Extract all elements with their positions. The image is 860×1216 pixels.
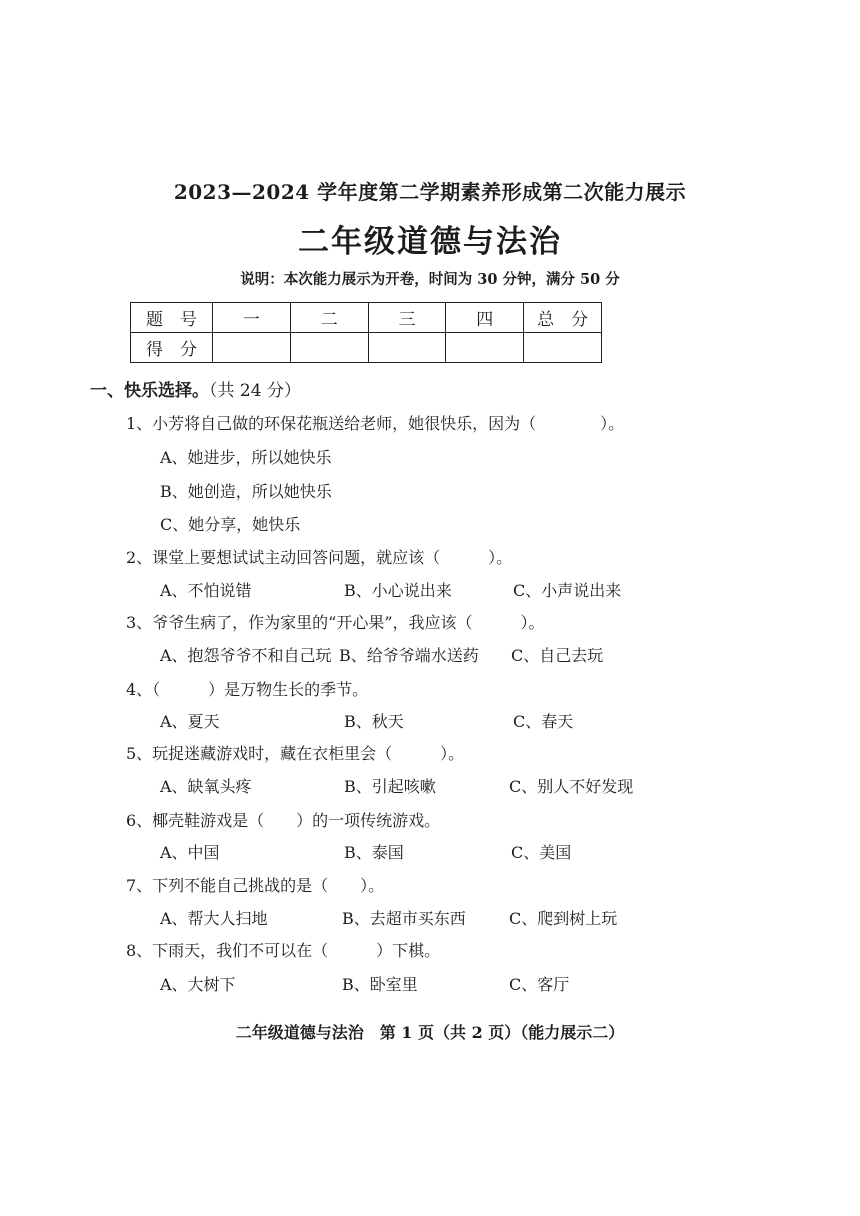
question-4-option-c: C、春天 [513,712,574,731]
question-7: 7、下列不能自己挑战的是（ ）。 [126,876,385,895]
exam-subject-title: 二年级道德与法治 [298,224,562,260]
question-2-option-a: A、不怕说错 [160,581,252,600]
page-footer: 二年级道德与法治 第 1 页（共 2 页）（能力展示二） [235,1023,625,1042]
exam-heading: 2023—2024 学年度第二学期素养形成第二次能力展示 [173,180,687,204]
question-8-option-a: A、大树下 [160,975,236,994]
column-header-3: 三 [368,303,446,333]
question-6-option-a: A、中国 [160,843,220,862]
question-2-option-b: B、小心说出来 [344,581,452,600]
section-1-title: 一、快乐选择。 [90,381,209,401]
question-7-option-b: B、去超市买东西 [342,909,466,928]
section-1-heading [90,376,301,401]
score-cell-4 [446,333,524,363]
score-table [130,302,602,363]
column-header-total: 总 分 [524,303,602,333]
question-4: 4、（ ）是万物生长的季节。 [126,680,369,699]
column-header-1: 一 [213,303,291,333]
question-2: 2、课堂上要想试试主动回答问题，就应该（ ）。 [126,548,513,567]
question-1-option-a: A、她进步，所以她快乐 [160,448,332,467]
score-cell-1 [213,333,291,363]
question-8: 8、下雨天，我们不可以在（ ）下棋。 [126,941,441,960]
question-5: 5、玩捉迷藏游戏时，藏在衣柜里会（ ）。 [126,744,465,763]
question-6-option-c: C、美国 [511,843,572,862]
question-7-option-a: A、帮大人扫地 [160,909,268,928]
question-3: 3、爷爷生病了，作为家里的“开心果”，我应该（ ）。 [126,613,545,632]
score-table-header-row [131,303,602,333]
question-1: 1、小芳将自己做的环保花瓶送给老师，她很快乐，因为（ ）。 [126,414,625,433]
question-6-option-b: B、泰国 [344,843,404,862]
question-8-option-b: B、卧室里 [342,975,418,994]
question-1-option-b: B、她创造，所以她快乐 [160,482,332,501]
score-cell-total [524,333,602,363]
question-5-option-a: A、缺氧头疼 [160,777,252,796]
question-3-option-a: A、抱怨爷爷不和自己玩 [160,646,332,665]
question-8-option-c: C、客厅 [509,975,570,994]
row-title-score: 得 分 [131,333,213,363]
question-4-option-b: B、秋天 [344,712,404,731]
question-6: 6、椰壳鞋游戏是（ ）的一项传统游戏。 [126,811,441,830]
question-3-option-c: C、自己去玩 [511,646,604,665]
score-cell-3 [368,333,446,363]
score-table-score-row [131,333,602,363]
score-cell-2 [290,333,368,363]
question-2-option-c: C、小声说出来 [513,581,622,600]
row-title-question-number: 题 号 [131,303,213,333]
question-5-option-b: B、引起咳嗽 [344,777,436,796]
exam-instructions: 说明：本次能力展示为开卷，时间为 30 分钟，满分 50 分 [240,271,620,288]
question-5-option-c: C、别人不好发现 [509,777,634,796]
question-1-option-c: C、她分享，她快乐 [160,515,301,534]
section-1-points: （共 24 分） [209,381,301,401]
question-4-option-a: A、夏天 [160,712,220,731]
column-header-4: 四 [446,303,524,333]
question-3-option-b: B、给爷爷端水送药 [339,646,479,665]
question-7-option-c: C、爬到树上玩 [509,909,618,928]
column-header-2: 二 [290,303,368,333]
